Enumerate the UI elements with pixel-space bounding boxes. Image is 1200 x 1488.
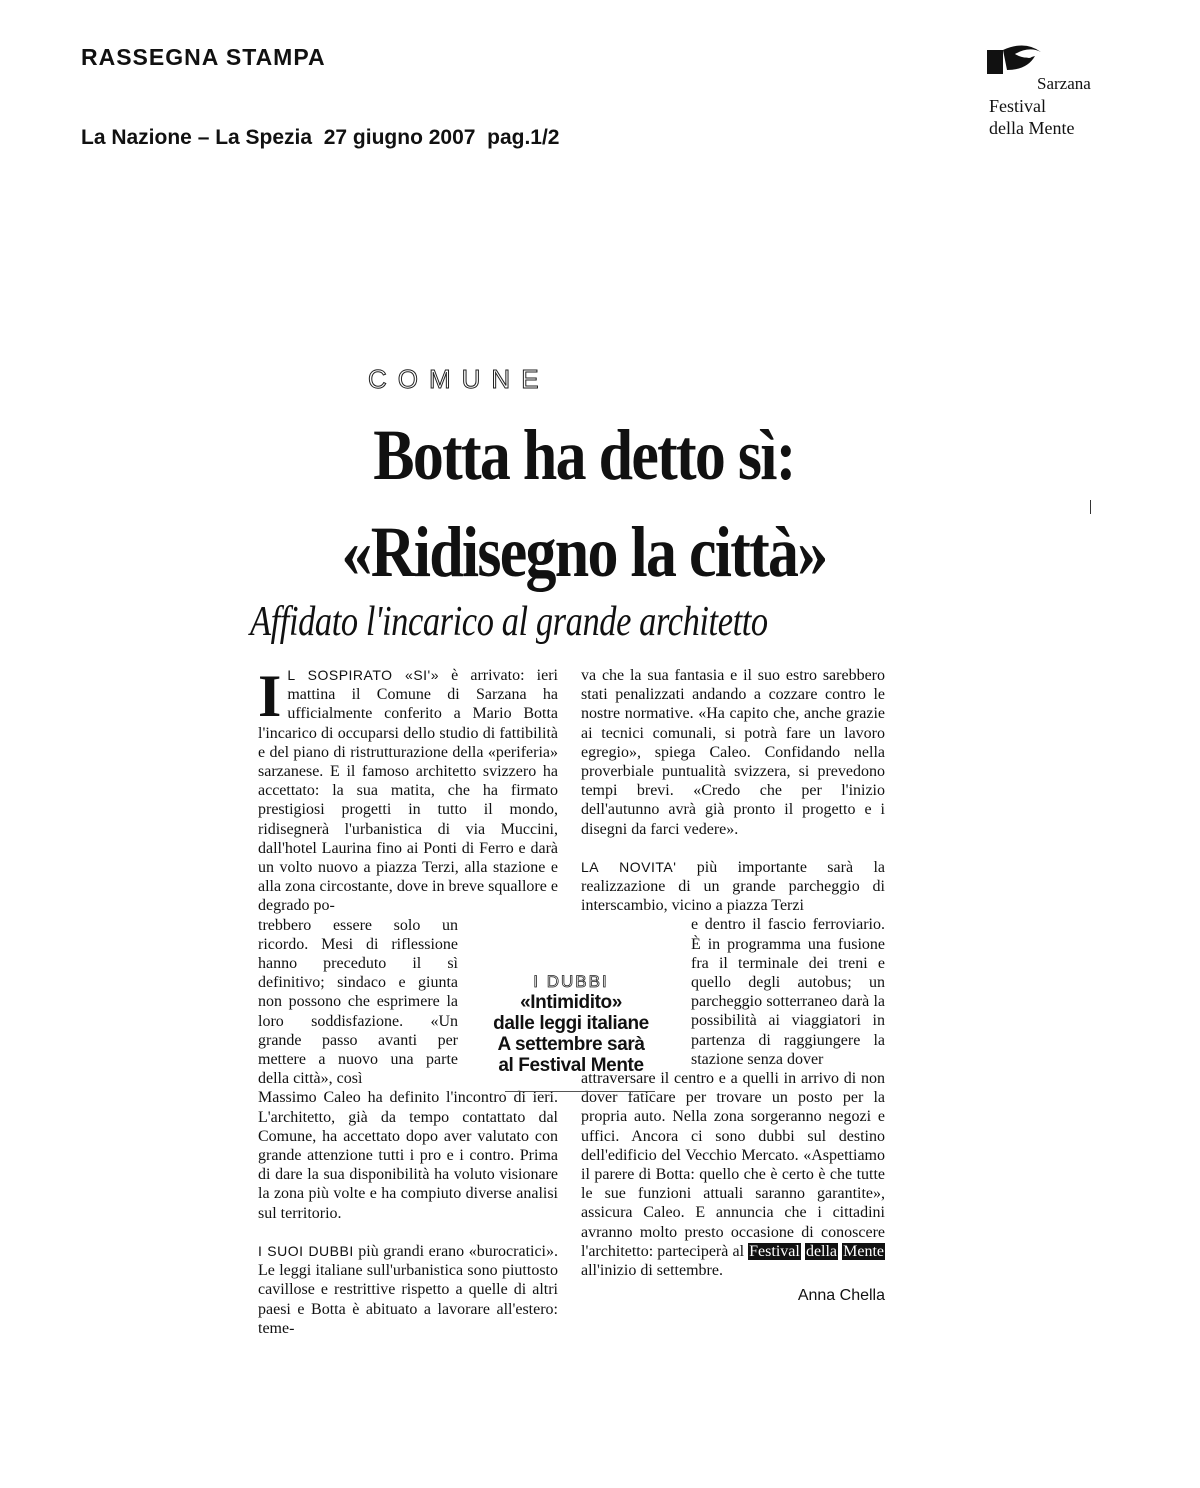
scan-speck [1090,500,1091,514]
festival-logo [985,30,1135,150]
subheadline: Affidato l'incarico al grande architetto [250,599,768,645]
highlight-festival: Festival [749,1242,800,1260]
callout-line-2: dalle leggi italiane [493,1013,649,1034]
paragraph-3: va che la sua fantasia e il suo estro sarebbero stati penalizzati andando a cozzare contro le nostre normative. «Ha capito che, anche grazie ai tecnici comunali, si potrà fare un lavoro egregio», spiega Caleo. Confidando nella proverbiale puntualità svizzera, si prevedono tempi brevi. «Credo che per l'inizio dell'autunno avrà già pronto il progetto e i disegni da farci vedere». [581,667,885,838]
callout-kicker: I DUBBI [533,972,609,991]
paragraph-4 [581,858,885,916]
callout-line-3: A settembre sarà [497,1034,645,1055]
sidebar-callout [465,972,677,1100]
logo-text-mente: della Mente [989,118,1075,138]
paragraph-text: all'inizio di settembre. [581,1262,723,1280]
paragraph-lead: LA NOVITA' [581,858,677,875]
callout-line-4: al Festival Mente [498,1055,644,1076]
paragraph-inset: e dentro il fascio ferroviario. È in programma una fusione fra il terminale dei treni e quello degli autobus; un parcheggio sotterraneo darà la possibilità ai viaggiatori in partenza di raggiungere la stazione senza dover [691,916,885,1068]
logo-mark-icon [985,40,1045,80]
highlight-mente: Mente [843,1242,885,1260]
paragraph-text: attraversare il centro e a quelli in arrivo di non dover faticare per trovare un posto per la propria auto. Nella zona sorgeranno negozi e uffici. Ancora ci sono dubbi sul destino dell'edificio del Vecchio Mercato. «Aspettiamo il parere di Botta: quello che è certo è che tutte le sue funzioni attuali saranno garantite», assicura Caleo. E annuncia che i cittadini avranno molto presto occasione di conoscere l'architetto: parteciperà al [581,1070,885,1260]
paragraph-2 [258,1242,558,1338]
headline-line-1: Botta ha detto sì: [373,415,795,495]
paragraph-inset: trebbero essere solo un ricordo. Mesi di riflessione hanno preceduto il sì definitivo; sindaco e giunta non possono che esprimere la loro soddisfazione. «Un grande passo avanti per mettere a nuovo una parte della città», così [258,916,458,1088]
paragraph-text: è arrivato: ieri mattina il Comune di Sarzana ha ufficialmente conferito a Mario Botta l'incarico di occuparsi dello studio di fattibilità e del piano di ristrutturazione della «periferia» sarzanese. E il famoso architetto svizzero ha accettato: la sua matita, che ha firmato prestigiosi progetti in tutto il mondo, ridisegnerà l'urbanistica di via Muccini, dall'hotel Laurina fino ai Ponti di Ferro e darà un volto nuovo a piazza Terzi, alla stazione e alla zona circostante, dove in breve squallore e degrado po- [258,667,558,915]
callout-rule [505,1091,655,1092]
paragraph-continuation: Massimo Caleo ha definito l'incontro di ieri. L'architetto, già da tempo contattato dal Comune, ha accettato dopo aver valutato con grande attenzione tutti i pro e i contro. Prima di dare la sua disponibilità ha voluto visionare la zona più volte e ha compiuto diverse analisi sul territorio. [258,1089,558,1222]
highlight-della: della [805,1242,838,1260]
press-review-title: RASSEGNA STAMPA [81,44,326,70]
paragraph-text: più grandi erano «burocratici». Le leggi italiane sull'urbanistica sono piuttosto cavillose e restrittive rispetto a quelle di altri paesi e Botta è abituato a lavorare all'estero: teme- [258,1242,559,1337]
callout-line-1: «Intimidito» [520,992,622,1013]
paragraph-1 [258,663,558,916]
paragraph-lead: L SOSPIRATO «SI'» [287,667,440,683]
logo-text-sarzana: Sarzana [1037,74,1091,93]
section-kicker: COMUNE [368,364,550,394]
paragraph-text: più importante sarà la realizzazione di un grande parcheggio di interscambio, vicino a piazza Terzi [581,858,886,915]
paragraph-continuation [581,1069,885,1280]
paragraph-lead: I SUOI DUBBI [258,1242,354,1259]
drop-cap: I [258,663,282,729]
author-signature: Anna Chella [797,1287,885,1305]
logo-text-festival: Festival [989,96,1046,116]
headline-line-2: «Ridisegno la città» [341,512,827,592]
source-line: La Nazione – La Spezia 27 giugno 2007 pag.1/2 [81,126,560,149]
